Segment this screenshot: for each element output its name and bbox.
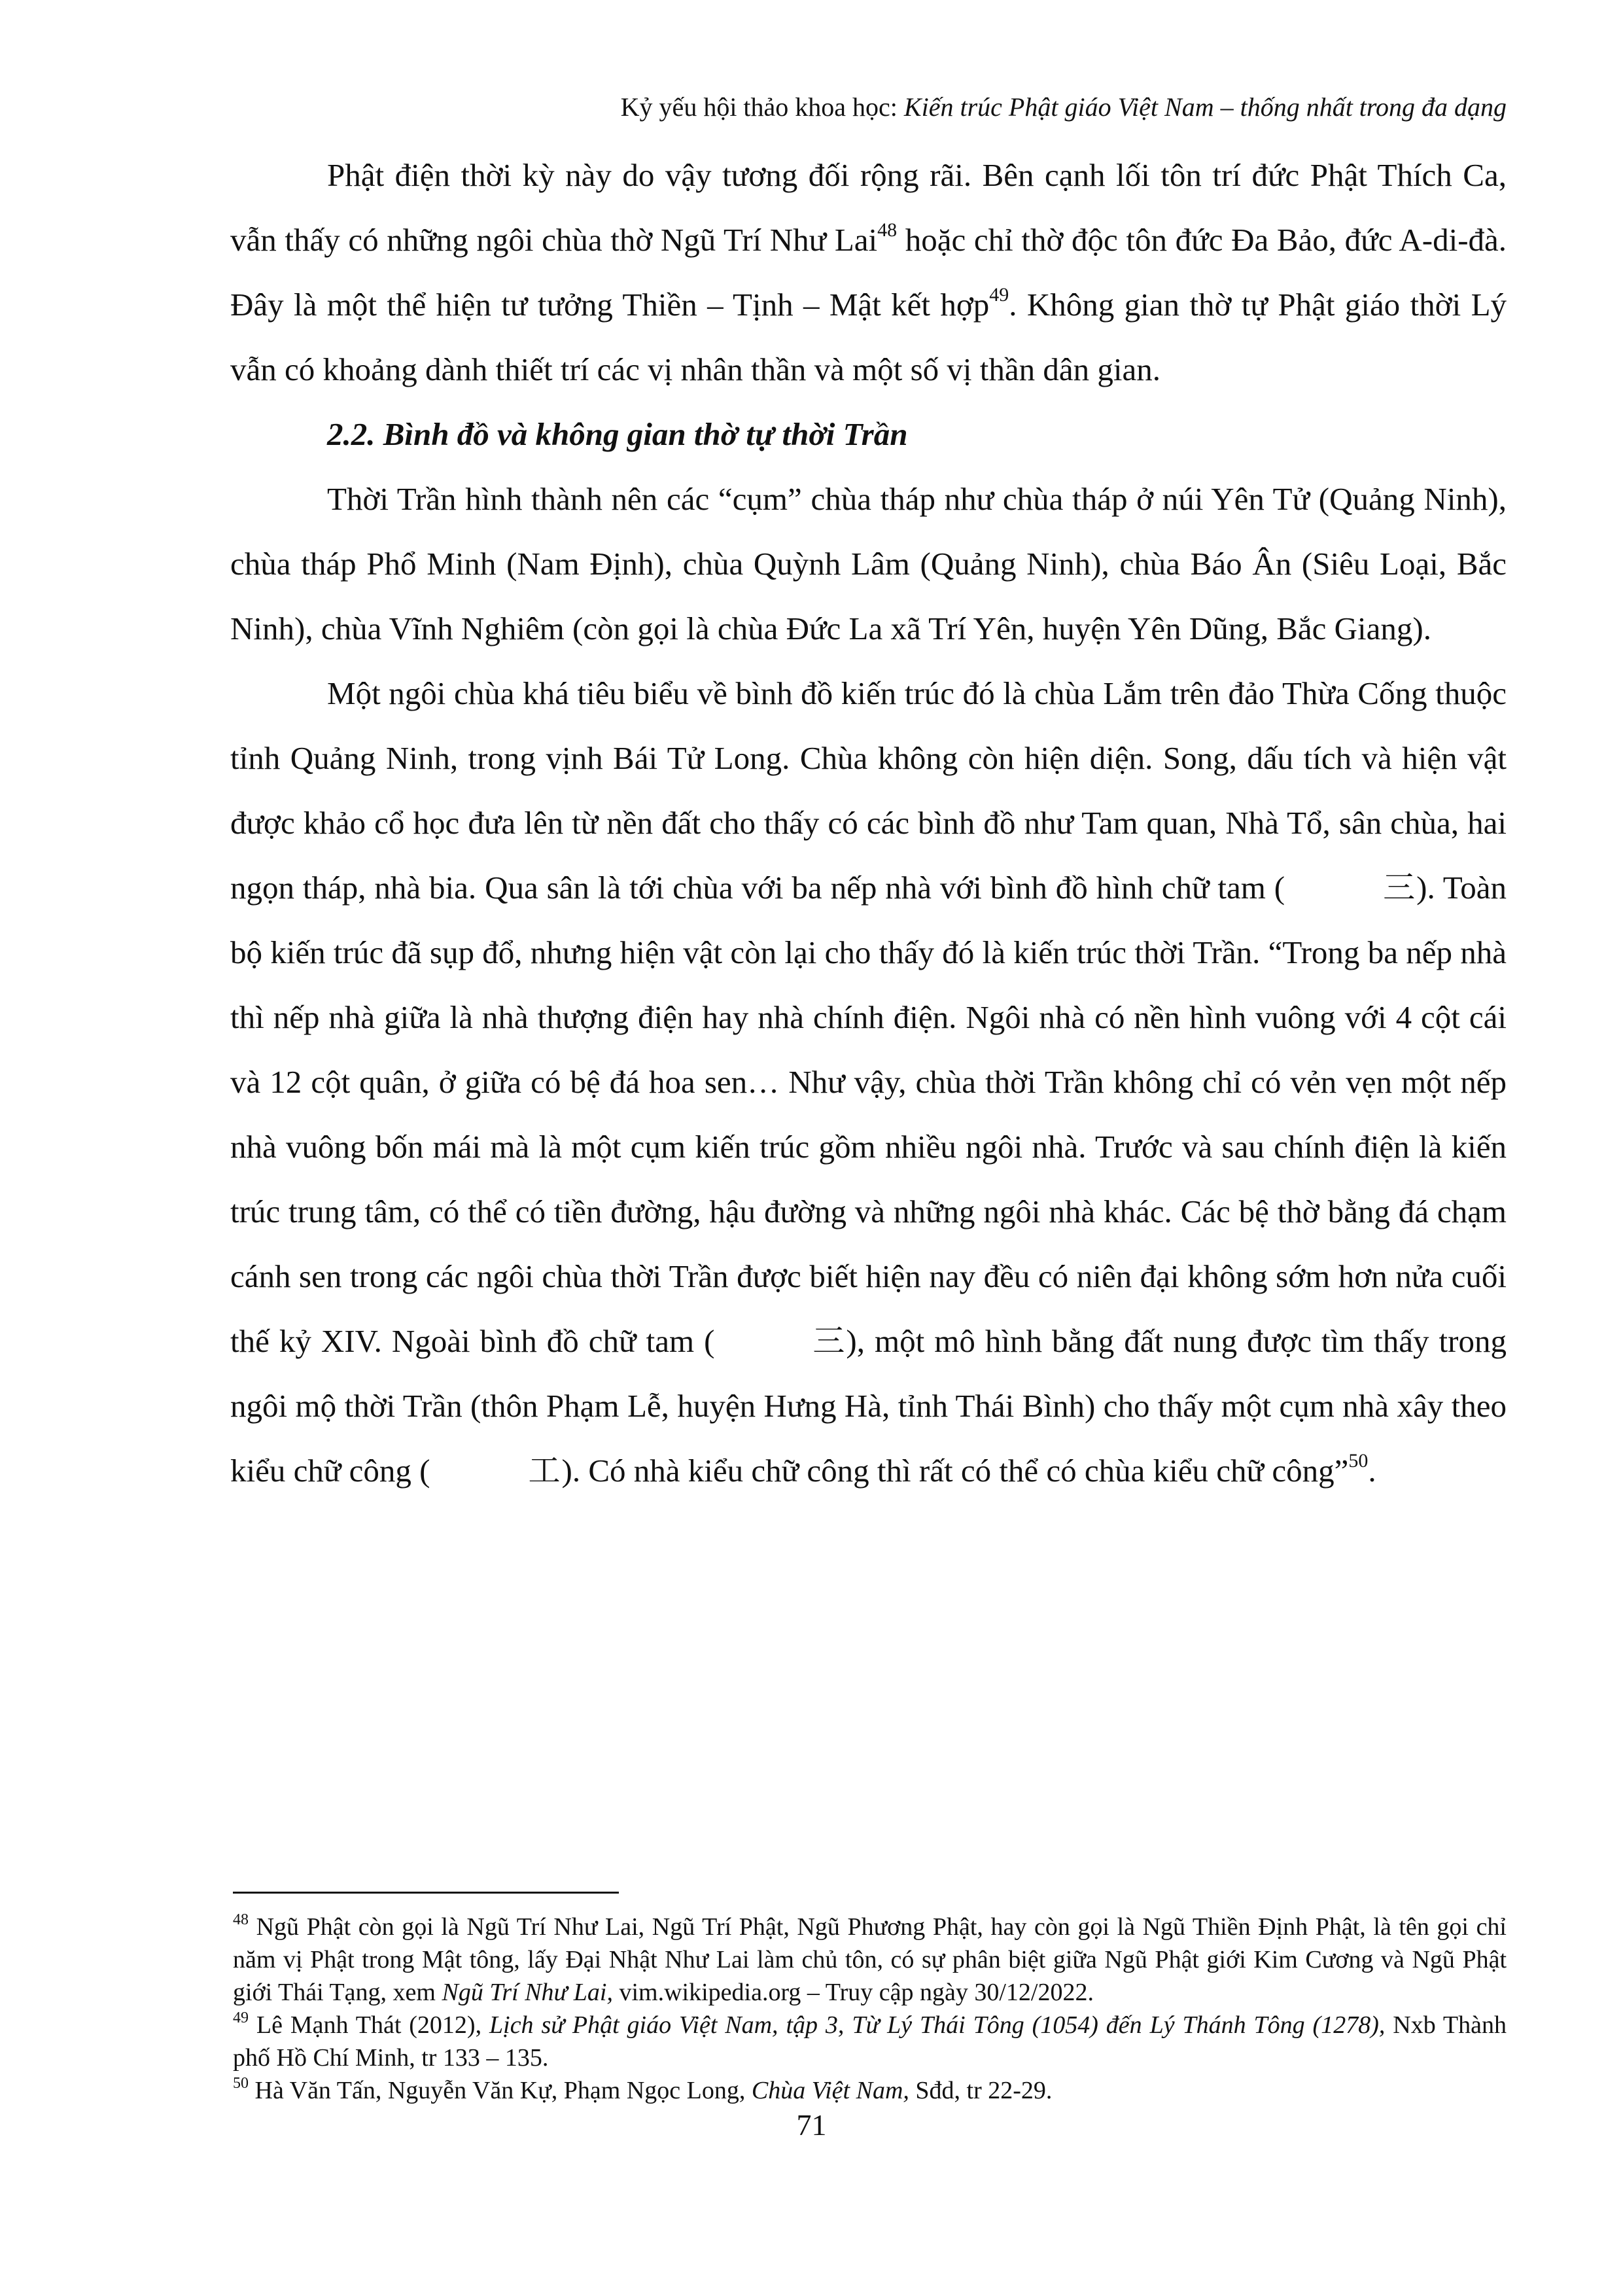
footnotes bbox=[233, 1911, 1507, 2107]
paragraph-2: Thời Trần hình thành nên các “cụm” chùa tháp như chùa tháp ở núi Yên Tử (Quảng Ninh), chùa tháp Phổ Minh (Nam Định), chùa Quỳnh Lâm (Quảng Ninh), chùa Báo Ân (Siêu Loại, Bắc Ninh), chùa Vĩnh Nghiêm (còn gọi là chùa Đức La xã Trí Yên, huyện Yên Dũng, Bắc Giang). bbox=[230, 481, 1507, 646]
p3-text-4: ). Có nhà kiểu chữ công thì rất có thể có chùa kiểu chữ công” bbox=[561, 1453, 1349, 1489]
glyph-tam-1: 三 bbox=[1383, 870, 1416, 906]
p1-text-3: . Không gian thờ tự Phật giáo thời Lý vẫn có khoảng dành thiết trí các vị nhân thần và một số vị thần dân gian. bbox=[230, 287, 1507, 387]
footnote-ref-48[interactable]: 48 bbox=[877, 219, 898, 241]
footnote-text: Hà Văn Tấn, Nguyễn Văn Kự, Phạm Ngọc Long, bbox=[249, 2077, 752, 2104]
main-text bbox=[230, 143, 1507, 1503]
footnote-text-end: Sđd, tr 22-29. bbox=[909, 2077, 1053, 2104]
running-header bbox=[222, 90, 1507, 124]
paragraph-3 bbox=[230, 661, 1507, 1503]
glyph-cong: 工 bbox=[528, 1453, 561, 1489]
footnote-49 bbox=[233, 2009, 1507, 2074]
p3-text-2: ). Toàn bộ kiến trúc đã sụp đổ, nhưng hiện vật còn lại cho thấy đó là kiến trúc thời Trần. “Trong ba nếp nhà thì nếp nhà giữa là nhà thượng điện hay nhà chính điện. Ngôi nhà có nền hình vuông với 4 cột cái và 12 cột quân, ở giữa có bệ đá hoa sen… Như vậy, chùa thời Trần không chỉ có vẻn vẹn một nếp nhà vuông bốn mái mà là một cụm kiến trúc gồm nhiều ngôi nhà. Trước và sau chính điện là kiến trúc trung tâm, có thể có tiền đường, hậu đường và những ngôi nhà khác. Các bệ thờ bằng đá chạm cánh sen trong các ngôi chùa thời Trần được biết hiện nay đều có niên đại không sớm hơn nửa cuối thế kỷ XIV. Ngoài bình đồ chữ tam ( bbox=[230, 870, 1507, 1359]
p3-text-5: . bbox=[1368, 1453, 1376, 1489]
section-heading: 2.2. Bình đồ và không gian thờ tự thời Trần bbox=[327, 416, 908, 452]
glyph-tam-2: 三 bbox=[812, 1323, 845, 1359]
footnote-ref-49[interactable]: 49 bbox=[989, 284, 1009, 306]
p1-text-2: hoặc chỉ thờ độc tôn đức Đa Bảo, đức A-di-đà. Đây là một thể hiện tư tưởng Thiền – Tịnh – Mật kết hợp bbox=[230, 222, 1507, 323]
footnote-ref-50[interactable]: 50 bbox=[1348, 1450, 1369, 1472]
footnote-italic: Lịch sử Phật giáo Việt Nam, tập 3, Từ Lý Thái Tông (1054) đến Lý Thánh Tông (1278), bbox=[489, 2011, 1386, 2039]
p1-text-1: Phật điện thời kỳ này do vậy tương đối rộng rãi. Bên cạnh lối tôn trí đức Phật Thích Ca, vẫn thấy có những ngôi chùa thờ Ngũ Trí Như Lai bbox=[230, 157, 1507, 258]
footnote-divider bbox=[233, 1892, 619, 1894]
footnote-text: Lê Mạnh Thát (2012), bbox=[249, 2011, 489, 2039]
footnote-italic: Ngũ Trí Như Lai, bbox=[442, 1979, 613, 2006]
footnote-48 bbox=[233, 1911, 1507, 2009]
header-title: Kiến trúc Phật giáo Việt Nam – thống nhất trong đa dạng bbox=[903, 92, 1507, 122]
footnote-50 bbox=[233, 2074, 1507, 2107]
page-number: 71 bbox=[796, 2108, 827, 2142]
footnote-text-end: vim.wikipedia.org – Truy cập ngày 30/12/2022. bbox=[612, 1979, 1094, 2006]
p3-text-1: Một ngôi chùa khá tiêu biểu về bình đồ kiến trúc đó là chùa Lắm trên đảo Thừa Cống thuộc tỉnh Quảng Ninh, trong vịnh Bái Tử Long. Chùa không còn hiện diện. Song, dấu tích và hiện vật được khảo cổ học đưa lên từ nền đất cho thấy có các bình đồ như Tam quan, Nhà Tổ, sân chùa, hai ngọn tháp, nhà bia. Qua sân là tới chùa với ba nếp nhà với bình đồ hình chữ tam ( bbox=[230, 675, 1507, 906]
footnote-italic: Chùa Việt Nam, bbox=[751, 2077, 909, 2104]
footnote-text-end: Nxb Thành phố Hồ Chí Minh, tr 133 – 135. bbox=[233, 2011, 1507, 2072]
footnote-number: 49 bbox=[233, 2009, 249, 2026]
header-prefix: Kỷ yếu hội thảo khoa học: bbox=[620, 92, 904, 122]
footnote-text: Ngũ Phật còn gọi là Ngũ Trí Như Lai, Ngũ Trí Phật, Ngũ Phương Phật, hay còn gọi là Ngũ Thiền Định Phật, là tên gọi chỉ năm vị Phật trong Mật tông, lấy Đại Nhật Như Lai làm chủ tôn, có sự phân biệt giữa Ngũ Phật giới Kim Cương và Ngũ Phật giới Thái Tạng, xem bbox=[233, 1913, 1507, 2006]
footnote-number: 48 bbox=[233, 1911, 249, 1928]
p3-text-3: ), một mô hình bằng đất nung được tìm thấy trong ngôi mộ thời Trần (thôn Phạm Lễ, huyện Hưng Hà, tỉnh Thái Bình) cho thấy một cụm nhà xây theo kiểu chữ công ( bbox=[230, 1323, 1507, 1489]
footnote-number: 50 bbox=[233, 2075, 249, 2092]
paragraph-1 bbox=[230, 143, 1507, 402]
